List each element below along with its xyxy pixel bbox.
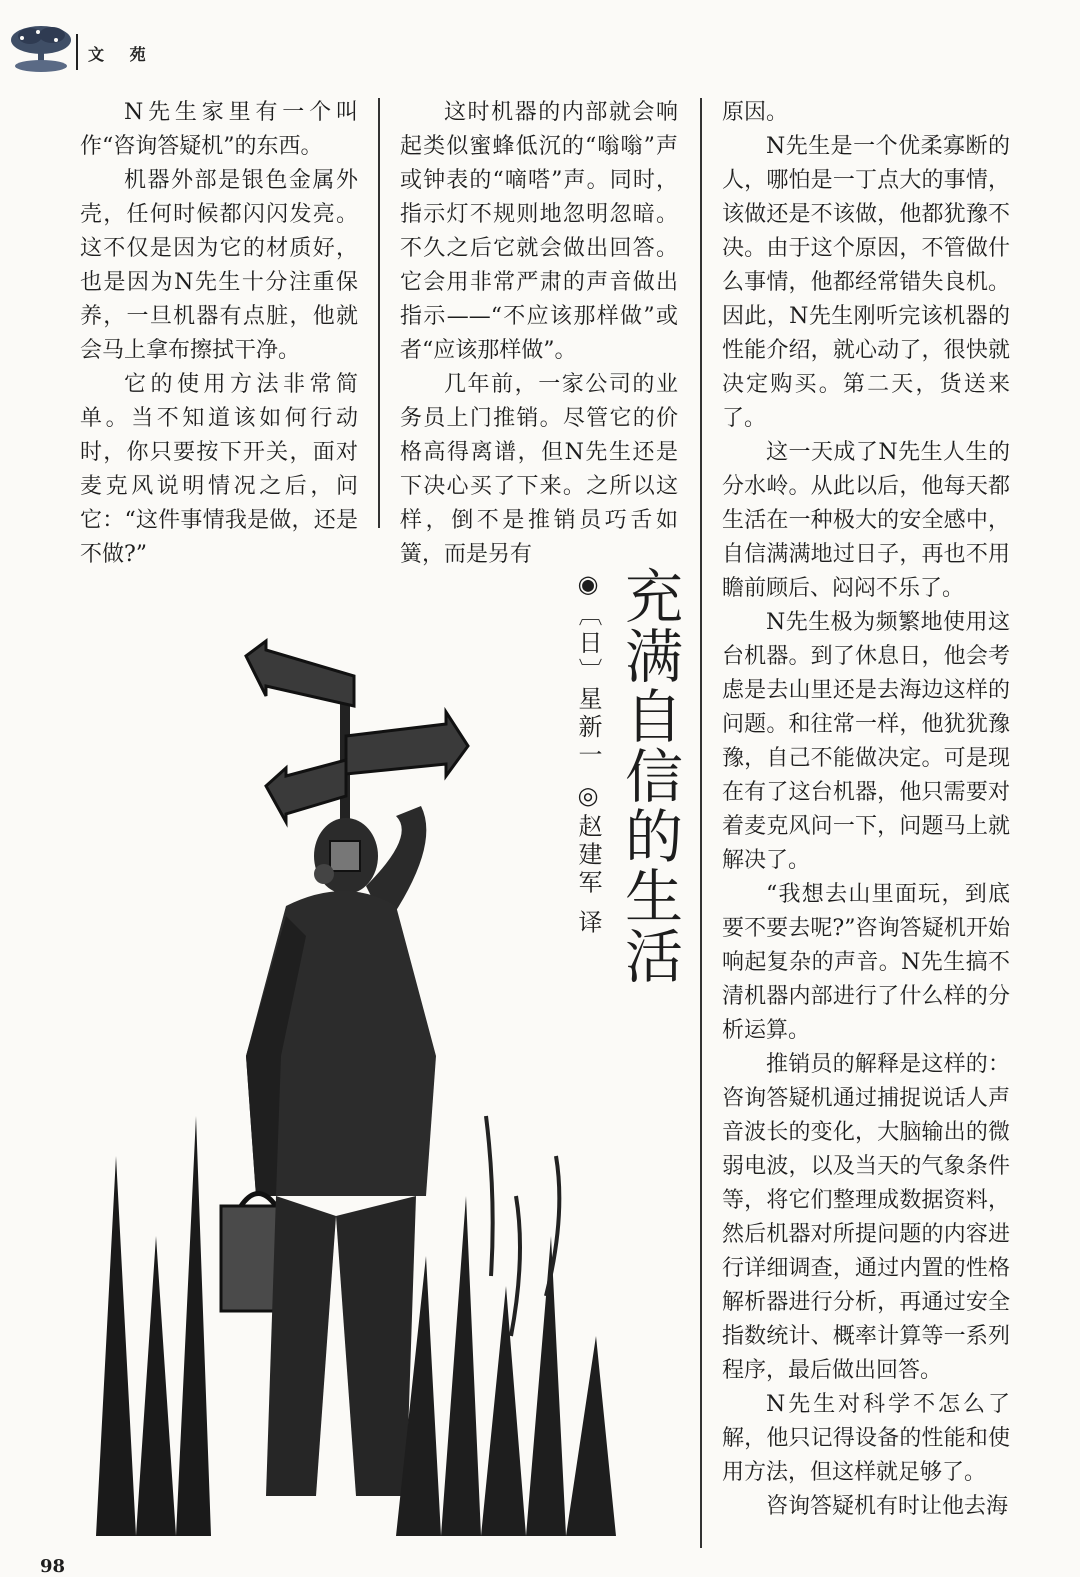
tree-logo-icon — [8, 18, 74, 76]
article-byline: ◉〔日〕星新一 ◎赵建军 译 — [574, 570, 602, 938]
paragraph: N先生是一个优柔寡断的人，哪怕是一丁点大的事情，该做还是不该做，他都犹豫不决。由于这个原因，不管做什么事情，他都经常错失良机。因此，N先生刚听完该机器的性能介绍，就心动了，很快就决定购买。第二天，货送来了。 — [722, 134, 1010, 431]
paragraph: 它的使用方法非常简单。当不知道该如何行动时，你只要按下开关，面对麦克风说明情况之后，问它：“这件事情我是做，还是不做?” — [80, 372, 358, 567]
article-title: 充满自信的生活 — [615, 566, 683, 986]
paragraph: 这一天成了N先生人生的分水岭。从此以后，他每天都生活在一种极大的安全感中，自信满满地过日子，再也不用瞻前顾后、闷闷不乐了。 — [722, 440, 1010, 601]
text-column-3 — [722, 96, 1010, 1524]
paragraph: “我想去山里面玩，到底要不要去呢?”咨询答疑机开始响起复杂的声音。N先生搞不清机器内部进行了什么样的分析运算。 — [722, 882, 1010, 1043]
paragraph: 几年前，一家公司的业务员上门推销。尽管它的价格高得离谱，但N先生还是下决心买了下来。之所以这样，倒不是推销员巧舌如簧，而是另有 — [400, 372, 678, 567]
signpost-man-illustration — [96, 636, 616, 1536]
paragraph: N先生极为频繁地使用这台机器。到了休息日，他会考虑是去山里还是去海边这样的问题。和往常一样，他犹犹豫豫，自己不能做决定。可是现在有了这台机器，他只需要对着麦克风问一下，问题马上就解决了。 — [722, 610, 1010, 873]
page-header — [0, 0, 1080, 95]
column-divider — [378, 98, 380, 528]
column-divider — [700, 98, 702, 1548]
page-number: 98 — [40, 1556, 66, 1577]
text-column-1 — [80, 96, 358, 572]
paragraph: N先生对科学不怎么了解，他只记得设备的性能和使用方法，但这样就足够了。 — [722, 1392, 1010, 1485]
section-name: 文 苑 — [88, 45, 156, 64]
paragraph: 咨询答疑机有时让他去海 — [766, 1494, 1009, 1519]
paragraph: N先生家里有一个叫作“咨询答疑机”的东西。 — [80, 100, 358, 159]
paragraph: 推销员的解释是这样的：咨询答疑机通过捕捉说话人声音波长的变化，大脑输出的微弱电波，以及当天的气象条件等，将它们整理成数据资料，然后机器对所提问题的内容进行详细调查，通过内置的性格解析器进行分析，再通过安全指数统计、概率计算等一系列程序，最后做出回答。 — [722, 1052, 1010, 1383]
text-column-2 — [400, 96, 678, 572]
header-divider — [76, 34, 78, 70]
paragraph: 这时机器的内部就会响起类似蜜蜂低沉的“嗡嗡”声或钟表的“嘀嗒”声。同时，指示灯不规则地忽明忽暗。不久之后它就会做出回答。它会用非常严肃的声音做出指示——“不应该那样做”或者“应该那样做”。 — [400, 100, 678, 363]
paragraph: 机器外部是银色金属外壳，任何时候都闪闪发亮。这不仅是因为它的材质好，也是因为N先生十分注重保养，一旦机器有点脏，他就会马上拿布擦拭干净。 — [80, 168, 358, 363]
paragraph: 原因。 — [722, 100, 789, 125]
